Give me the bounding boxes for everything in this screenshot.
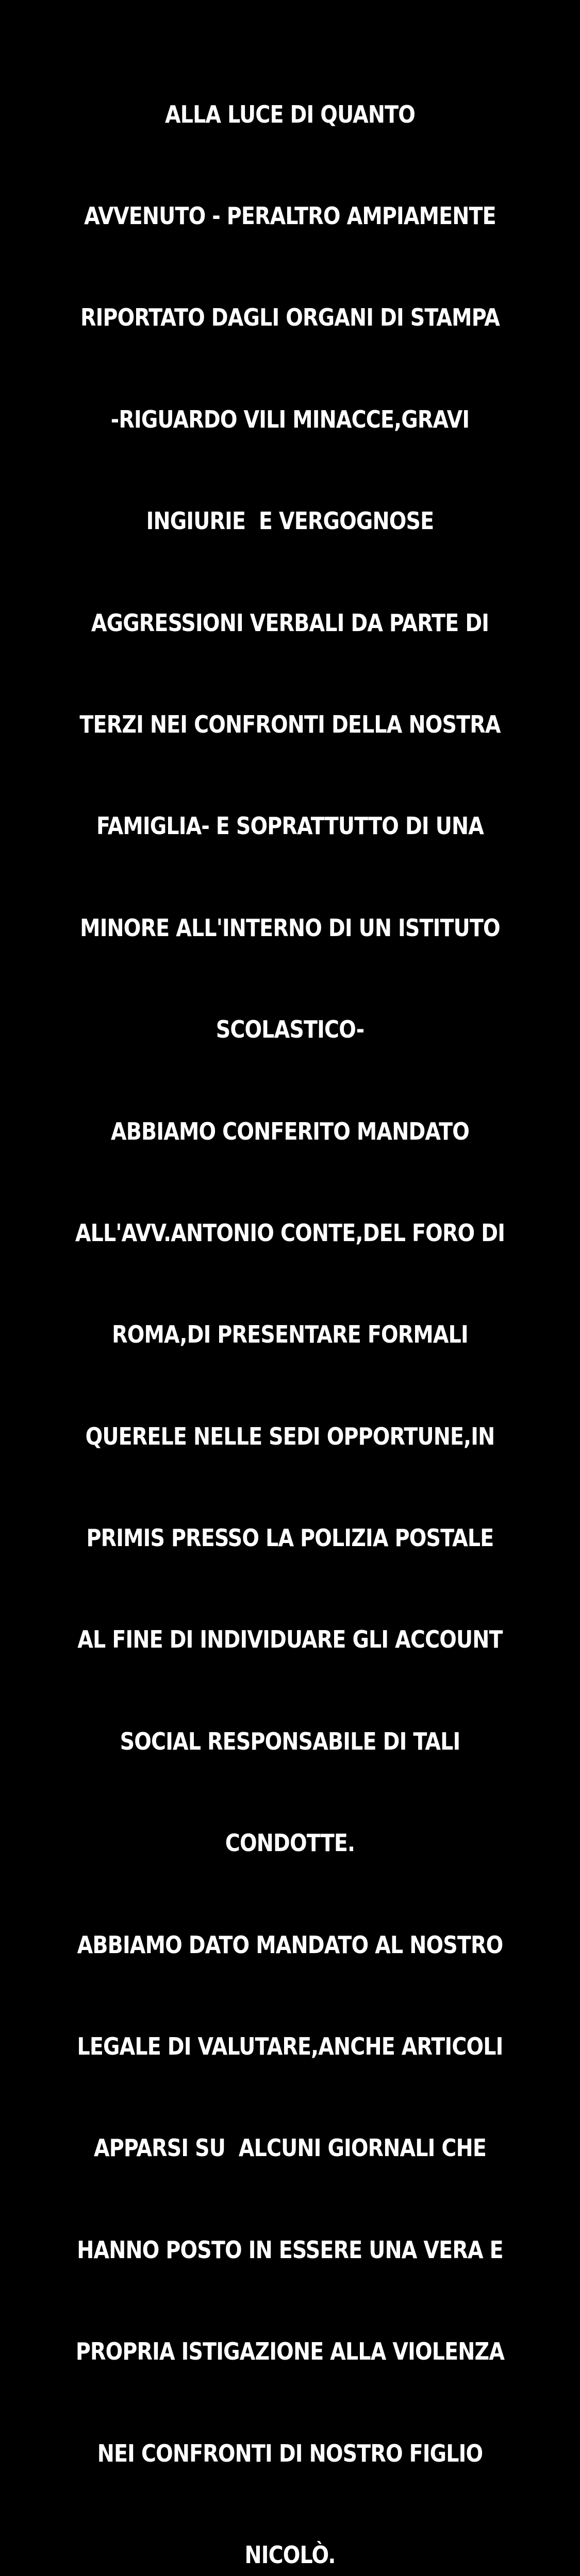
statement-line: PRIMIS PRESSO LA POLIZIA POSTALE — [86, 1524, 494, 1552]
statement-line: ABBIAMO DATO MANDATO AL NOSTRO — [77, 1930, 503, 1959]
statement-line: NICOLÒ. — [244, 2540, 336, 2569]
statement-line: INGIURIE E VERGOGNOSE — [146, 507, 434, 535]
statement-line: AVVENUTO - PERALTRO AMPIAMENTE — [84, 201, 496, 230]
statement-line: NEI CONFRONTI DI NOSTRO FIGLIO — [97, 2439, 483, 2467]
statement-line: FAMIGLIA- E SOPRATTUTTO DI UNA — [96, 812, 484, 840]
statement-line: ABBIAMO CONFERITO MANDATO — [110, 1117, 470, 1145]
statement-line: ALL'AVV.ANTONIO CONTE,DEL FORO DI — [75, 1218, 505, 1247]
statement-line: QUERELE NELLE SEDI OPPORTUNE,IN — [85, 1422, 495, 1450]
statement-line: HANNO POSTO IN ESSERE UNA VERA E — [77, 2235, 503, 2264]
statement-line: APPARSI SU ALCUNI GIORNALI CHE — [94, 2134, 486, 2162]
statement-line: MINORE ALL'INTERNO DI UN ISTITUTO — [80, 913, 500, 942]
statement-line: CONDOTTE. — [225, 1829, 355, 1857]
statement-line: ROMA,DI PRESENTARE FORMALI — [112, 1320, 468, 1349]
statement-line: RIPORTATO DAGLI ORGANI DI STAMPA — [80, 303, 500, 332]
statement-line: LEGALE DI VALUTARE,ANCHE ARTICOLI — [77, 2032, 503, 2061]
statement-line: SOCIAL RESPONSABILE DI TALI — [120, 1727, 460, 1755]
story-statement-text — [0, 30, 580, 2576]
statement-line: -RIGUARDO VILI MINACCE,GRAVI — [110, 405, 470, 433]
statement-line: PROPRIA ISTIGAZIONE ALLA VIOLENZA — [75, 2337, 505, 2366]
statement-line: TERZI NEI CONFRONTI DELLA NOSTRA — [79, 710, 501, 738]
statement-line: ALLA LUCE DI QUANTO — [164, 100, 416, 128]
statement-line: AGGRESSIONI VERBALI DA PARTE DI — [91, 608, 489, 637]
statement-line: AL FINE DI INDIVIDUARE GLI ACCOUNT — [77, 1625, 503, 1654]
statement-line: SCOLASTICO- — [216, 1015, 364, 1044]
